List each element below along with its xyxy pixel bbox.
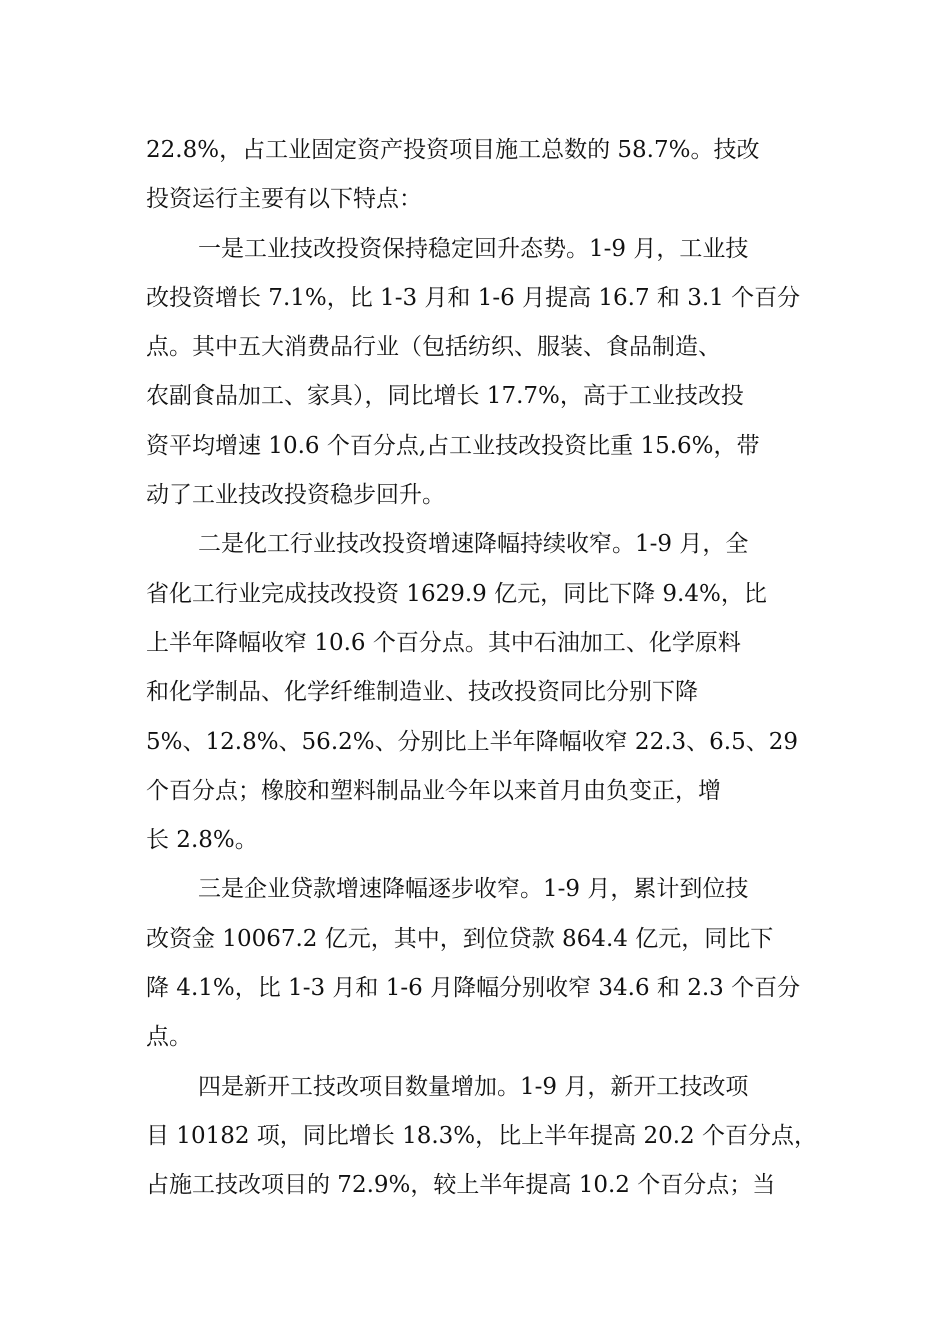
text-line: 投资运行主要有以下特点： [146,186,422,213]
text-line: 占施工技改项目的 72.9%，较上半年提高 10.2 个百分点；当 [146,1172,776,1199]
text-line: 点。 [146,1024,192,1051]
text-line: 22.8%，占工业固定资产投资项目施工总数的 58.7%。技改 [146,137,760,163]
paragraph-start-line: 一是工业技改投资保持稳定回升态势。1-9 月，工业技 [198,235,749,262]
text-line: 个百分点；橡胶和塑料制品业今年以来首月由负变正，增 [146,777,721,804]
text-line: 目 10182 项，同比增长 18.3%，比上半年提高 20.2 个百分点， [146,1122,817,1149]
text-line: 5%、12.8%、56.2%、分别比上半年降幅收窄 22.3、6.5、29 [146,728,798,755]
paragraph-start-line: 二是化工行业技改投资增速降幅持续收窄。1-9 月，全 [198,531,749,558]
text-line: 动了工业技改投资稳步回升。 [146,482,445,509]
text-line: 省化工行业完成技改投资 1629.9 亿元，同比下降 9.4%，比 [146,580,767,607]
text-line: 和化学制品、化学纤维制造业、技改投资同比分别下降 [146,679,698,706]
paragraph-start-line: 四是新开工技改项目数量增加。1-9 月，新开工技改项 [198,1073,749,1100]
text-line: 改资金 10067.2 亿元，其中，到位贷款 864.4 亿元，同比下 [146,925,774,952]
text-line: 资平均增速 10.6 个百分点,占工业技改投资比重 15.6%，带 [146,432,760,459]
paragraph-start-line: 三是企业贷款增速降幅逐步收窄。1-9 月，累计到位技 [198,876,749,903]
text-line: 降 4.1%，比 1-3 月和 1-6 月降幅分别收窄 34.6 和 2.3 个百分 [146,975,801,1002]
text-line: 上半年降幅收窄 10.6 个百分点。其中石油加工、化学原料 [146,629,741,656]
document-body [146,126,817,1211]
text-line: 长 2.8%。 [146,827,258,854]
text-line: 点。其中五大消费品行业（包括纺织、服装、食品制造、 [146,334,721,361]
text-line: 农副食品加工、家具），同比增长 17.7%，高于工业技改投 [146,383,744,410]
text-line: 改投资增长 7.1%，比 1-3 月和 1-6 月提高 16.7 和 3.1 个百分 [146,284,801,311]
